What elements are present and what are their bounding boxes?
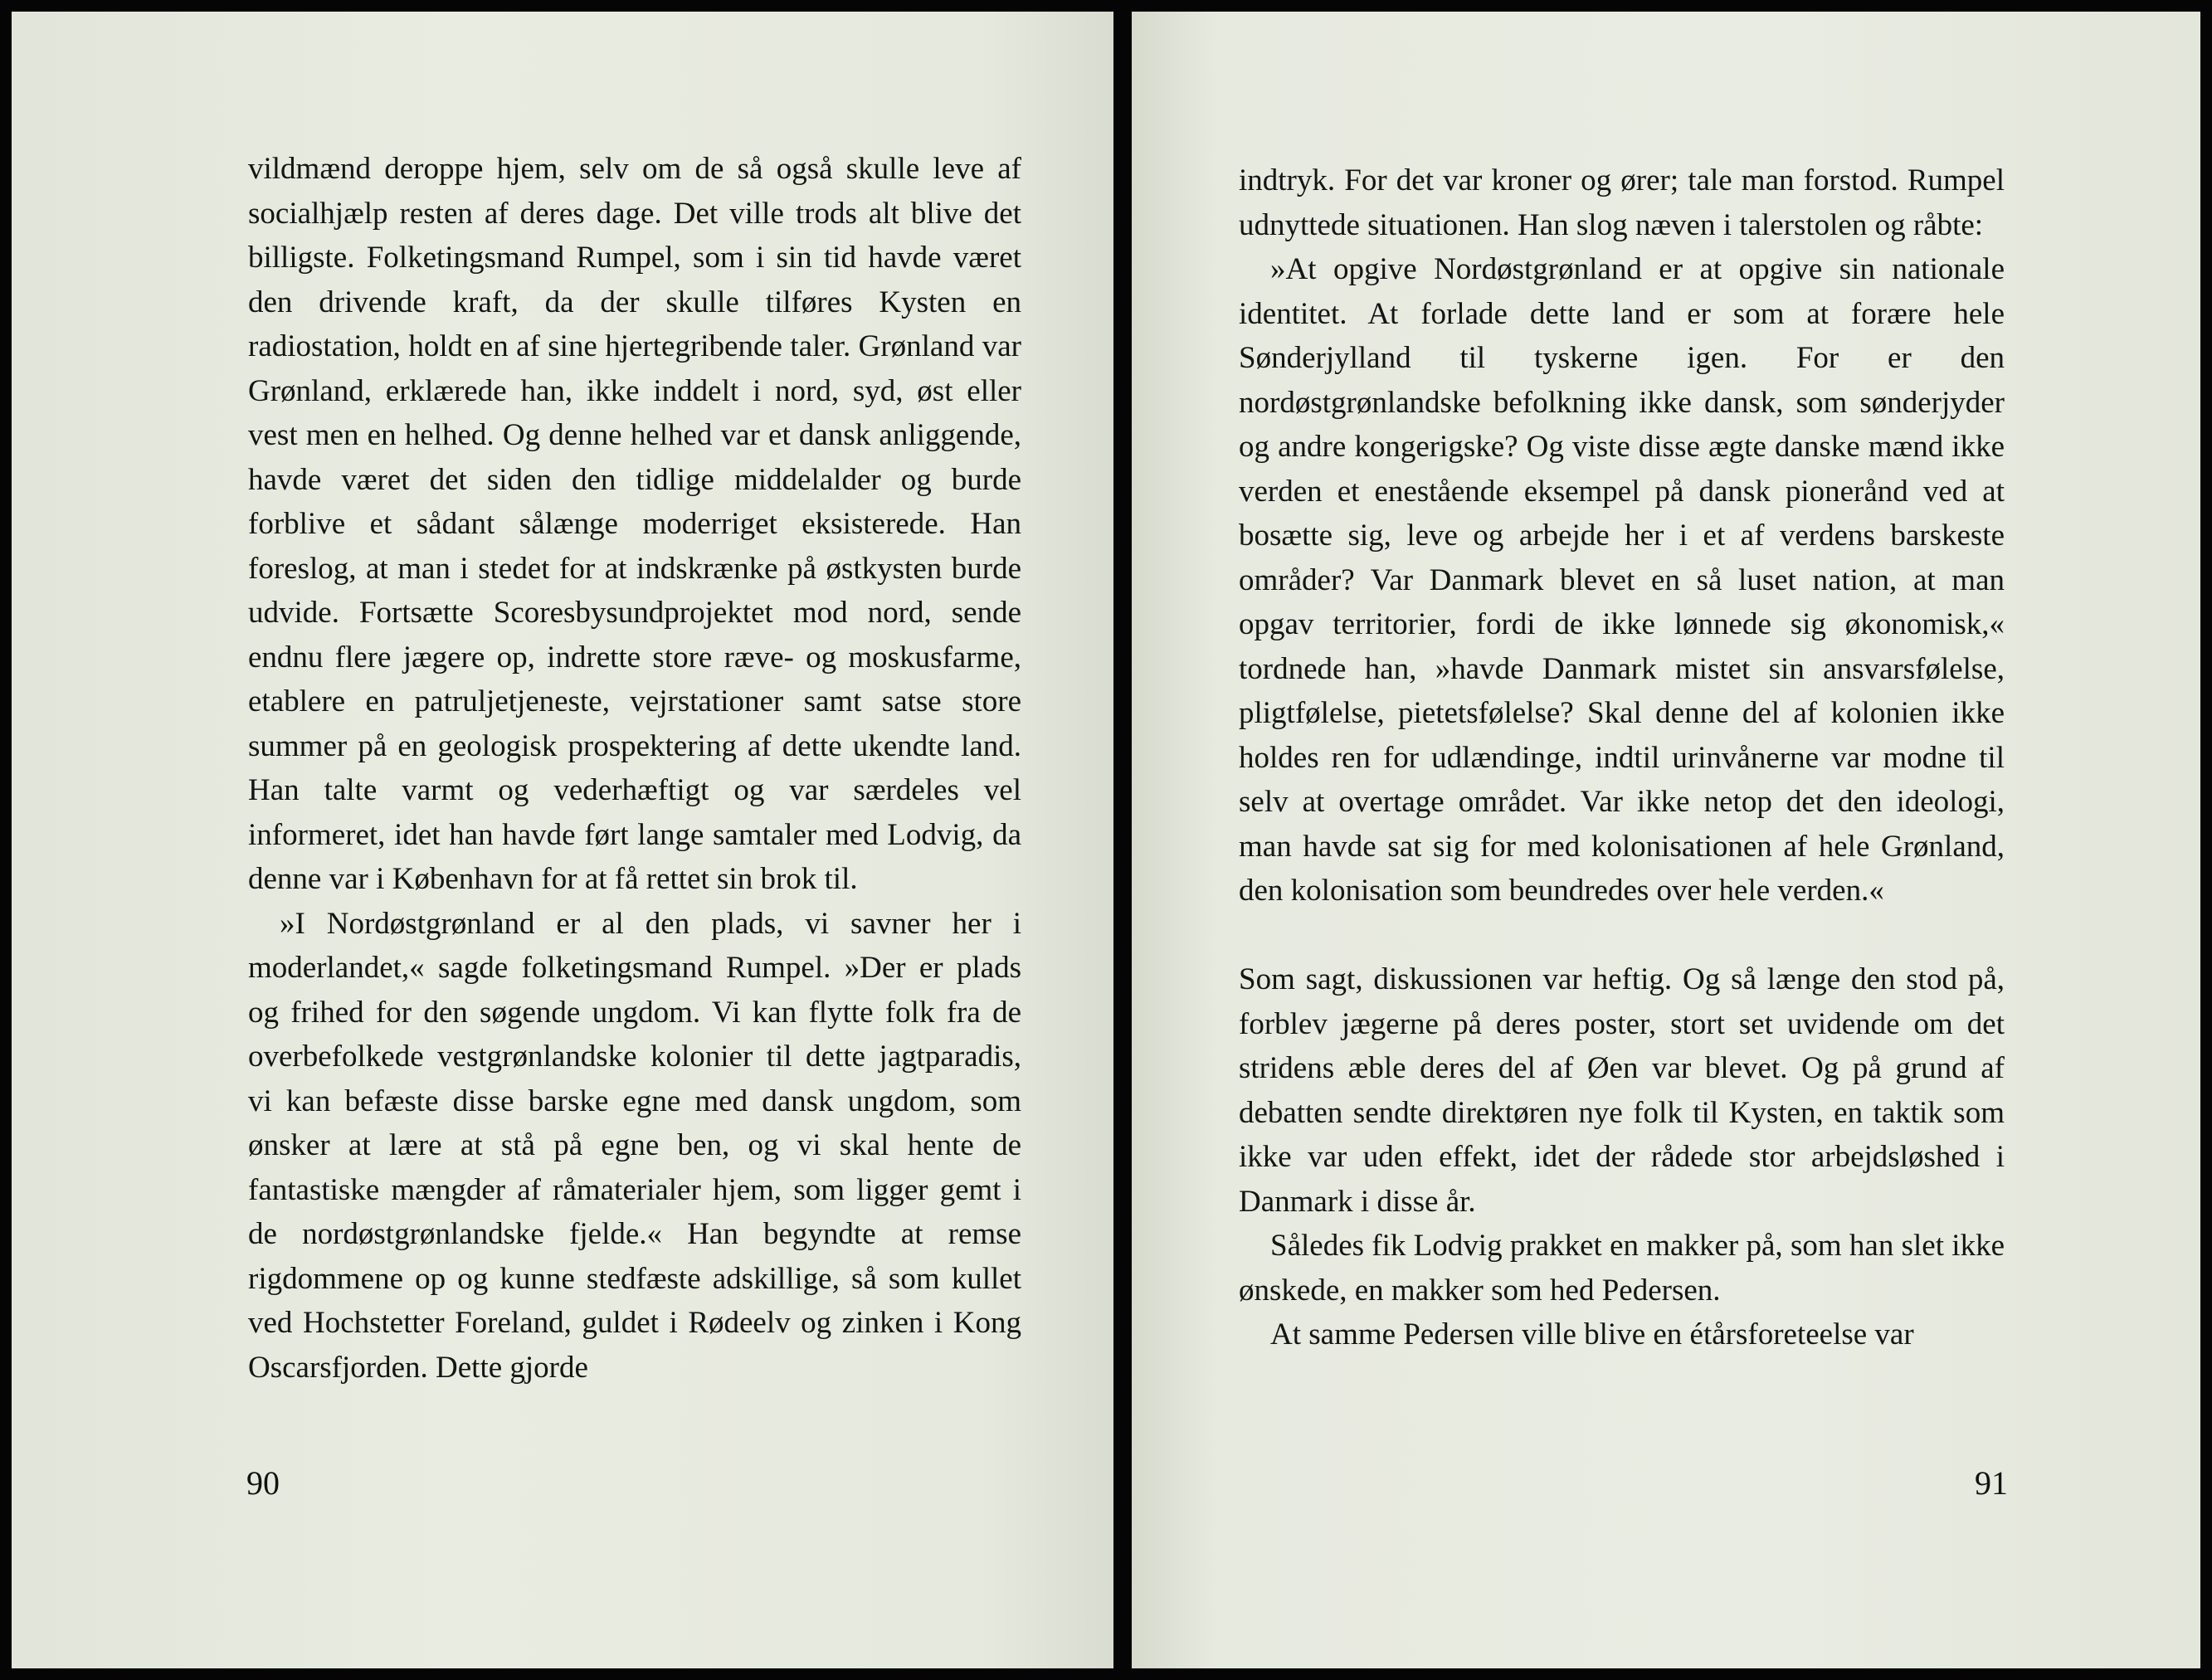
right-page-body bbox=[1239, 158, 2005, 1357]
left-paragraph-1: vildmænd deroppe hjem, selv om de så også skulle leve af socialhjælp resten af deres dage. Det ville trods alt blive det billigste. Folketingsmand Rumpel, som i sin tid havde været den drivende kraft, da der skulle tilføres Kysten en radiostation, holdt en af sine hjertegribende taler. Grønland var Grønland, erklærede han, ikke inddelt i nord, syd, øst eller vest men en helhed. Og denne helhed var et dansk anliggende, havde været det siden den tidlige middelalder og burde forblive et sådant sålænge moderriget eksisterede. Han foreslog, at man i stedet for at indskrænke på østkysten burde udvide. Fortsætte Scoresbysundprojektet mod nord, sende endnu flere jægere op, indrette store ræve- og moskusfarme, etablere en patruljetjeneste, vejrstationer samt satse store summer på en geologisk prospektering af dette ukendte land. Han talte varmt og vederhæftigt og var særdeles vel informeret, idet han havde ført lange samtaler med Lodvig, da denne var i København for at få rettet sin brok til. bbox=[248, 152, 1021, 896]
right-paragraph-2: »At opgive Nordøstgrønland er at opgive sin nationale identitet. At forlade dette land er som at forære hele Sønderjylland til tyskerne igen. For er den nordøstgrønlandske befolkning ikke dansk, som sønderjyder og andre kongerigske? Og viste disse ægte danske mænd ikke verden et enestående eksempel på dansk pionerånd ved at bosætte sig, leve og arbejde her i et af verdens barskeste områder? Var Danmark blevet en så luset nation, at man opgav territorier, fordi de ikke lønnede sig økonomisk,« tordnede han, »havde Danmark mistet sin ansvarsfølelse, pligtfølelse, pietetsfølelse? Skal denne del af kolonien ikke holdes ren for udlændinge, indtil urinvånerne var modne til selv at overtage området. Var ikke netop det den ideologi, man havde sat sig for med kolonisationen af hele Grønland, den kolonisation som beundredes over hele verden.« bbox=[1239, 252, 2005, 908]
right-paragraph-5: At samme Pedersen ville blive en étårsforeteelse var bbox=[1270, 1317, 1914, 1351]
left-page-body bbox=[248, 147, 1021, 1390]
left-page bbox=[12, 12, 1113, 1668]
left-paragraph-2: »I Nordøstgrønland er al den plads, vi savner her i moderlandet,« sagde folketingsmand Rumpel. »Der er plads og frihed for den søgende ungdom. Vi kan flytte folk fra de overbefolkede vestgrønlandske kolonier til dette jagtparadis, vi kan befæste disse barske egne med dansk ungdom, som ønsker at lære at stå på egne ben, og vi skal hente de fantastiske mængder af råmaterialer hjem, som ligger gemt i de nordøstgrønlandske fjelde.« Han begyndte at remse rigdommene op og kunne stedfæste adskillige, så som kullet ved Hochstetter Foreland, guldet i Rødeelv og zinken i Kong Oscarsfjorden. Dette gjorde bbox=[248, 906, 1021, 1385]
right-paragraph-3: Som sagt, diskussionen var heftig. Og så længe den stod på, forblev jægerne på deres poster, stort set uvidende om det stridens æble deres del af Øen var blevet. Og på grund af debatten sendte direktøren nye folk til Kysten, en taktik som ikke var uden effekt, idet der rådede stor arbejdsløshed i Danmark i disse år. bbox=[1239, 962, 2005, 1219]
right-paragraph-4: Således fik Lodvig prakket en makker på, som han slet ikke ønskede, en makker som hed Pedersen. bbox=[1239, 1229, 2005, 1307]
right-page bbox=[1132, 12, 2200, 1668]
right-paragraph-1: indtryk. For det var kroner og ører; tale man forstod. Rumpel udnyttede situationen. Han slog næven i talerstolen og råbte: bbox=[1239, 163, 2005, 242]
page-number-left: 90 bbox=[246, 1464, 280, 1502]
page-number-right: 91 bbox=[1975, 1464, 2008, 1502]
